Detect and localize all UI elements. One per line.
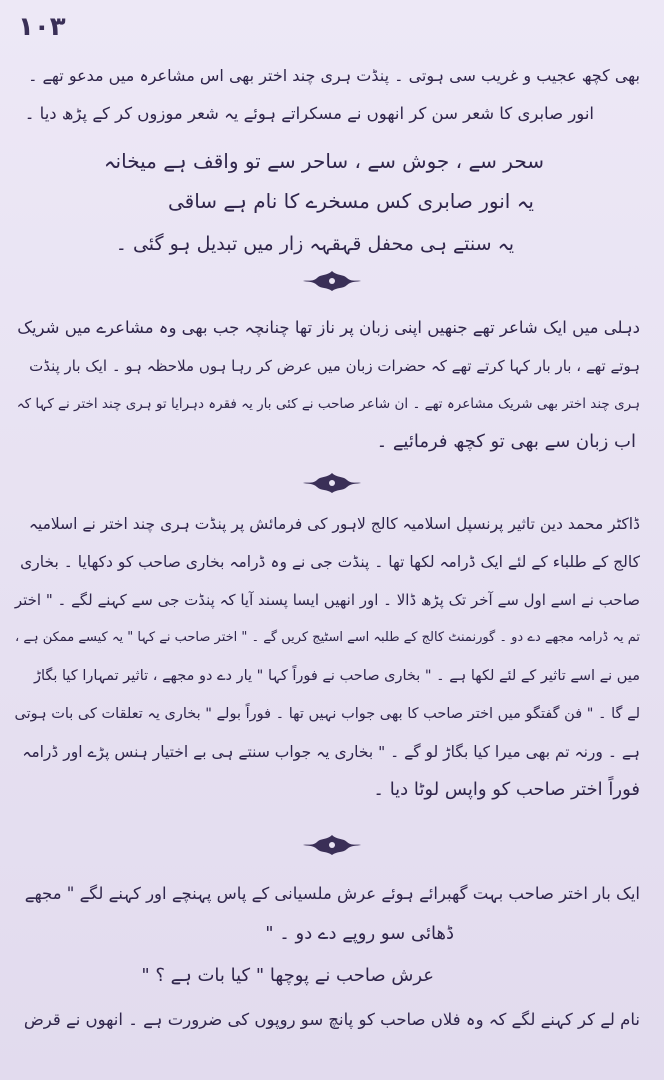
ornament-divider-icon bbox=[297, 832, 367, 858]
paragraph-line: ہوتے تھے ، بار بار کہا کرتے تھے کہ حضرات زبان میں عرض کر رہا ہوں ملاحظہ ہو ۔ ایک بار پنڈت bbox=[29, 357, 640, 375]
ornament-divider-icon bbox=[297, 470, 367, 496]
couplet-line: یہ انور صابری کس مسخرے کا نام ہے ساقی bbox=[167, 189, 534, 213]
page-number: ۱۰۳ bbox=[18, 12, 66, 42]
paragraph-line: اب زبان سے بھی تو کچھ فرمائیے ۔ bbox=[376, 431, 636, 452]
paragraph-line: میں نے اسے تاثیر کے لئے لکھا ہے ۔ " بخاری صاحب نے فوراً کہا " یار دے دو مجھے ، تاثیر تمہارا کیا بگاڑ bbox=[33, 668, 640, 684]
paragraph-line: ڈھائی سو روپے دے دو ۔ " bbox=[265, 923, 454, 944]
ornament-divider-icon bbox=[297, 268, 367, 294]
paragraph-line: کالج کے طلباء کے لئے ایک ڈرامہ لکھا تھا ۔ پنڈت جی نے وہ ڈرامہ بخاری صاحب کو دکھایا ۔ بخاری bbox=[20, 553, 640, 571]
paragraph-line: ہے ۔ ورنہ تم بھی میرا کیا بگاڑ لو گے ۔ " بخاری یہ جواب سنتے ہی بے اختیار ہنس پڑے اور ڈرامہ bbox=[22, 743, 640, 761]
paragraph-line: نام لے کر کہنے لگے کہ وہ فلاں صاحب کو پانچ سو روپوں کی ضرورت ہے ۔ انھوں نے قرض bbox=[23, 1010, 640, 1029]
paragraph-line: عرش صاحب نے پوچھا " کیا بات ہے ؟ " bbox=[141, 965, 434, 986]
paragraph-line: دہلی میں ایک شاعر تھے جنھیں اپنی زبان پر ناز تھا چنانچہ جب بھی وہ مشاعرے میں شریک bbox=[17, 318, 640, 337]
paragraph-line: یہ سنتے ہی محفل قہقہہ زار میں تبدیل ہو گئی ۔ bbox=[115, 233, 514, 255]
paragraph-line: فوراً اختر صاحب کو واپس لوٹا دیا ۔ bbox=[373, 779, 640, 800]
paragraph-line: تم یہ ڈرامہ مجھے دے دو ۔ گورنمنٹ کالج کے طلبہ اسے اسٹیج کریں گے ۔ " اختر صاحب نے کہا " یہ کیسے ممکن ہے ، bbox=[15, 630, 640, 645]
paragraph-line: انور صابری کا شعر سن کر انھوں نے مسکراتے ہوئے یہ شعر موزوں کر کے پڑھ دیا ۔ bbox=[24, 104, 594, 123]
paragraph-line: لے گا ۔ " فن گفتگو میں اختر صاحب کا بھی جواب نہیں تھا ۔ فوراً بولے " بخاری یہ تعلقات کی بات ہوتی bbox=[14, 706, 640, 722]
paragraph-line: ایک بار اختر صاحب بہت گھبرائے ہوئے عرش ملسیانی کے پاس پہنچے اور کہنے لگے " مجھے bbox=[24, 884, 640, 903]
paragraph-line: صاحب نے اسے اول سے آخر تک پڑھ ڈالا ۔ اور انھیں ایسا پسند آیا کہ پنڈت جی سے کہنے لگے ۔ " اختر bbox=[14, 591, 640, 609]
couplet-line: سحر سے ، جوش سے ، ساحر سے تو واقف ہے میخانہ bbox=[103, 149, 544, 173]
paragraph-line: ڈاکٹر محمد دین تاثیر پرنسپل اسلامیہ کالج لاہور کی فرمائش پر پنڈت ہری چند اختر نے اسلامیہ bbox=[28, 515, 640, 533]
paragraph-line: بھی کچھ عجیب و غریب سی ہوتی ۔ پنڈت ہری چند اختر بھی اس مشاعرہ میں مدعو تھے ۔ bbox=[28, 66, 640, 85]
paragraph-line: ہری چند اختر بھی شریک مشاعرہ تھے ۔ ان شاعر صاحب نے کئی بار یہ فقرہ دہرایا تو ہری چند اختر نے کہا کہ bbox=[16, 396, 640, 412]
